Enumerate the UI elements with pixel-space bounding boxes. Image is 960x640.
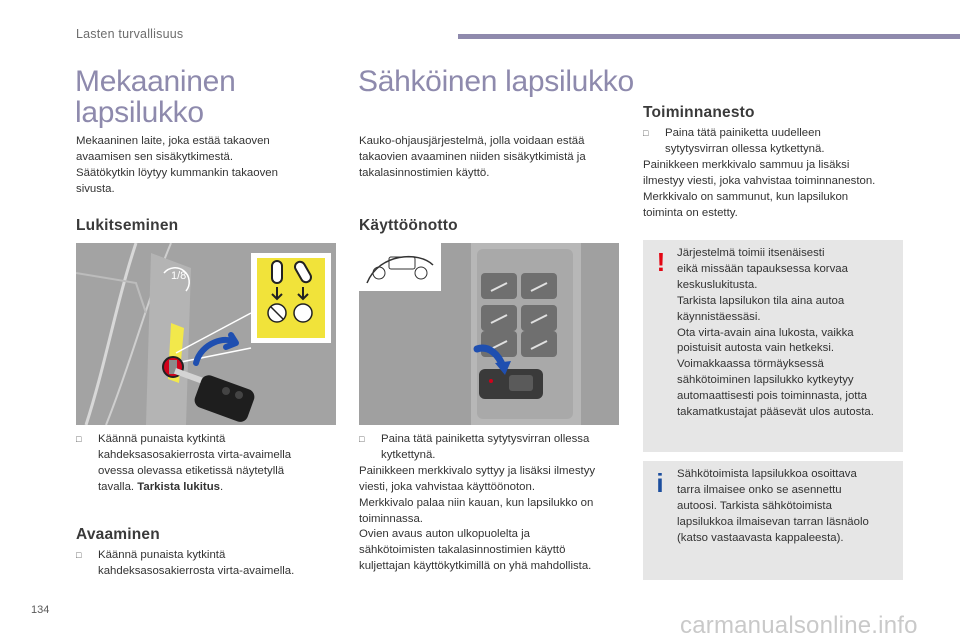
lock-last-suffix: .	[219, 480, 224, 493]
rotation-fraction-label: 1/8	[171, 270, 187, 282]
unlock-instruction	[76, 548, 336, 580]
intro-line: Kauko-ohjausjärjestelmä, jolla voidaan estää	[359, 135, 585, 147]
title-line-2: lapsilukko	[75, 96, 204, 129]
info-line: (katso vastaavasta kappaleesta).	[677, 531, 844, 544]
check-lock-emphasis: Tarkista lukitus	[137, 480, 220, 493]
deactivation-text-line: toiminta on estetty.	[643, 206, 738, 219]
deactivation-text-line: Painikkeen merkkivalo sammuu ja lisäksi	[643, 158, 850, 171]
activation-instruction	[359, 432, 631, 575]
watermark: carmanualsonline.info	[680, 612, 918, 639]
intro-line: sivusta.	[76, 182, 115, 195]
lock-line: ovessa olevassa etiketissä näytetyllä	[98, 464, 285, 477]
activation-text-line: Ovien avaus auton ulkopuolelta ja	[359, 528, 530, 541]
deactivation-line: sytytysvirran ollessa kytkettynä.	[665, 142, 825, 155]
activation-line: Paina tätä painiketta sytytysvirran ollessa	[381, 433, 590, 445]
unlock-bullet	[76, 548, 336, 580]
mechanical-lock-title	[75, 66, 235, 128]
info-line: autoosi. Tarkista sähkötoimista	[677, 499, 832, 512]
warning-exclamation-icon: !	[656, 247, 666, 277]
warning-box	[643, 240, 903, 452]
unlock-line: kahdeksasosakierrosta virta-avaimella.	[98, 564, 295, 577]
activation-line: kytkettynä.	[381, 448, 436, 461]
warning-line: käynnistäessäsi.	[677, 310, 761, 323]
warning-line: sähkötoiminen lapsilukko kytkeytyy	[677, 374, 854, 387]
intro-line: Säätökytkin löytyy kummankin takaoven	[76, 166, 278, 179]
warning-line: Tarkista lapsilukon tila aina autoa	[677, 294, 845, 307]
electric-lock-title: Sähköinen lapsilukko	[358, 65, 634, 98]
deactivation-instruction	[643, 126, 908, 221]
window-switch-panel-graphic	[359, 243, 619, 425]
header-accent-bar	[458, 34, 960, 39]
info-i-icon: i	[656, 468, 664, 498]
activation-text-line: toiminnassa.	[359, 512, 423, 525]
page-number: 134	[31, 604, 50, 616]
lock-bullet	[76, 432, 336, 496]
activation-text-line: Painikkeen merkkivalo syttyy ja lisäksi ilmestyy	[359, 464, 596, 477]
intro-line: avaamisen sen sisäkytkimestä.	[76, 150, 233, 163]
checkbox-bullet-icon: □	[76, 434, 82, 444]
warning-line: takamatkustajat pääsevät ulos autosta.	[677, 406, 874, 419]
deactivation-text	[643, 158, 908, 222]
unlock-line: Käännä punaista kytkintä	[98, 549, 226, 561]
door-edge-key-graphic	[76, 243, 336, 425]
checkbox-bullet-icon: □	[76, 550, 82, 560]
warning-line: eikä missään tapauksessa korvaa	[677, 262, 848, 275]
warning-line: keskuslukitusta.	[677, 278, 758, 291]
electric-intro	[359, 134, 629, 182]
lock-line: kahdeksasosakierrosta virta-avaimella	[98, 448, 292, 461]
warning-line: poistuisit autosta vain hetkeksi.	[677, 342, 835, 355]
warning-text	[677, 246, 899, 421]
deactivation-line: Paina tätä painiketta uudelleen	[665, 127, 821, 139]
lock-instruction	[76, 432, 336, 496]
warning-line: Ota virta-avain aina lukosta, vaikka	[677, 326, 854, 339]
deactivation-bullet	[643, 126, 908, 158]
mechanical-intro	[76, 134, 336, 198]
intro-line: Mekaaninen laite, joka estää takaoven	[76, 135, 270, 147]
electric-lock-illustration	[359, 243, 619, 425]
activation-text-line: sähkötoimisten takalasinnostimien käyttö	[359, 544, 566, 557]
activation-text-line: viesti, joka vahvistaa käyttöönoton.	[359, 480, 536, 493]
activation-text-line: kuljettajan käyttökytkimillä on yhä mahdollista.	[359, 560, 592, 573]
unlock-heading: Avaaminen	[76, 526, 160, 543]
info-line: Sähkötoimista lapsilukkoa osoittava	[677, 468, 857, 480]
warning-line: automaattisesti pois toiminnasta, jotta	[677, 390, 867, 403]
deactivation-text-line: ilmestyy viesti, joka vahvistaa toiminnaneston.	[643, 174, 876, 187]
activation-text-line: Merkkivalo palaa niin kauan, kun lapsilukko on	[359, 496, 594, 509]
checkbox-bullet-icon: □	[643, 128, 649, 138]
lock-heading: Lukitseminen	[76, 217, 179, 234]
deactivation-text-line: Merkkivalo on sammunut, kun lapsilukon	[643, 190, 849, 203]
title-line-1: Mekaaninen	[75, 65, 236, 98]
warning-line: Voimakkaassa törmäyksessä	[677, 358, 824, 371]
lock-last-prefix: tavalla.	[98, 480, 138, 493]
running-header: Lasten turvallisuus	[76, 27, 184, 41]
warning-line: Järjestelmä toimii itsenäisesti	[677, 247, 825, 259]
info-line: lapsilukkoa ilmaisevan tarran läsnäolo	[677, 515, 869, 528]
checkbox-bullet-icon: □	[359, 434, 365, 444]
activation-text	[359, 464, 631, 575]
info-text	[677, 467, 899, 547]
intro-line: takaovien avaaminen niiden sisäkytkimistä ja	[359, 150, 586, 163]
info-line: tarra ilmaisee onko se asennettu	[677, 483, 842, 496]
lock-line: Käännä punaista kytkintä	[98, 433, 226, 445]
activation-heading: Käyttöönotto	[359, 217, 458, 234]
deactivation-heading: Toiminnanesto	[643, 104, 755, 121]
info-box	[643, 461, 903, 580]
intro-line: takalasinnostimien käyttö.	[359, 166, 490, 179]
activation-bullet	[359, 432, 631, 464]
lock-last-line	[98, 480, 336, 496]
mechanical-lock-illustration	[76, 243, 336, 425]
